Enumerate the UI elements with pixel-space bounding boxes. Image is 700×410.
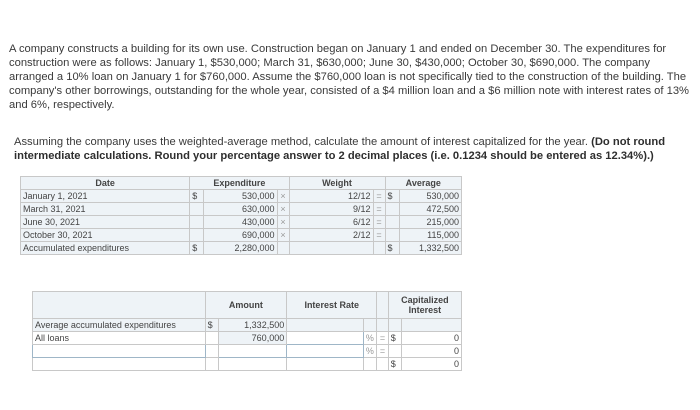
row-capitalized: 0 — [402, 345, 462, 358]
row-dollar: $ — [205, 319, 219, 332]
row-dollar — [205, 358, 219, 371]
total-row — [21, 242, 462, 255]
row-dollar — [205, 345, 219, 358]
row-weight: 12/12 — [289, 190, 373, 203]
row-dollar2 — [385, 216, 399, 229]
header-blank — [377, 292, 389, 319]
row-dollar2 — [385, 203, 399, 216]
row-expenditure: 530,000 — [204, 190, 277, 203]
table-row — [21, 229, 462, 242]
total-label: Accumulated expenditures — [21, 242, 190, 255]
problem-statement — [9, 42, 693, 112]
row-pct — [363, 358, 377, 371]
row-dollar — [190, 203, 204, 216]
row-average: 530,000 — [399, 190, 461, 203]
row-average: 115,000 — [399, 229, 461, 242]
row-capitalized: 0 — [402, 358, 462, 371]
row-equals — [377, 358, 389, 371]
row-rate — [287, 319, 363, 332]
table-row — [33, 345, 462, 358]
row-equals — [377, 319, 389, 332]
total-row — [33, 358, 462, 371]
label-input[interactable] — [33, 345, 206, 358]
header-date: Date — [21, 177, 190, 190]
row-pct: % — [363, 332, 377, 345]
row-pct — [363, 319, 377, 332]
header-interest-rate: Interest Rate — [287, 292, 377, 319]
row-weight: 6/12 — [289, 216, 373, 229]
row-dollar — [205, 332, 219, 345]
row-capitalized — [402, 319, 462, 332]
row-weight: 2/12 — [289, 229, 373, 242]
row-average: 472,500 — [399, 203, 461, 216]
row-label — [33, 358, 206, 371]
capitalized-table-header — [33, 292, 462, 319]
row-equals: = — [373, 216, 385, 229]
interest-rate-input[interactable] — [287, 332, 363, 345]
instructions-text: Assuming the company uses the weighted-average method, calculate the amount of interest capitalized for the year. — [14, 136, 588, 148]
row-amount: 1,332,500 — [219, 319, 287, 332]
row-dollar2 — [388, 345, 402, 358]
total-dollar2: $ — [385, 242, 399, 255]
header-blank — [33, 292, 206, 319]
row-date: October 30, 2021 — [21, 229, 190, 242]
row-dollar2: $ — [388, 358, 402, 371]
row-amount: 760,000 — [219, 332, 287, 345]
row-dollar: $ — [190, 190, 204, 203]
total-expenditure: 2,280,000 — [204, 242, 277, 255]
row-weight: 9/12 — [289, 203, 373, 216]
row-dollar — [190, 216, 204, 229]
row-dollar2 — [385, 229, 399, 242]
row-expenditure: 690,000 — [204, 229, 277, 242]
expenditure-table — [20, 176, 462, 255]
row-dollar2: $ — [388, 332, 402, 345]
capitalized-interest-table — [32, 291, 462, 371]
instructions — [14, 135, 690, 163]
blank-cell — [373, 242, 385, 255]
header-capitalized: Capitalized Interest — [388, 292, 461, 319]
blank-cell — [277, 242, 289, 255]
table-row — [33, 319, 462, 332]
total-dollar: $ — [190, 242, 204, 255]
row-date: June 30, 2021 — [21, 216, 190, 229]
row-dollar2: $ — [385, 190, 399, 203]
row-date: March 31, 2021 — [21, 203, 190, 216]
row-equals: = — [377, 345, 389, 358]
row-equals: = — [373, 203, 385, 216]
row-multiply: × — [277, 203, 289, 216]
table-row — [21, 203, 462, 216]
instructions-bold: (Do not round intermediate calculations. Round your percentage answer to 2 decimal places (i.e. 0.1234 should be entered as 12.34%).) — [14, 136, 666, 162]
row-label: All loans — [33, 332, 206, 345]
expenditure-table-header — [21, 177, 462, 190]
row-expenditure: 630,000 — [204, 203, 277, 216]
row-label: Average accumulated expenditures — [33, 319, 206, 332]
row-equals: = — [373, 190, 385, 203]
amount-input[interactable] — [219, 345, 287, 358]
row-multiply: × — [277, 216, 289, 229]
row-equals: = — [377, 332, 389, 345]
row-expenditure: 430,000 — [204, 216, 277, 229]
row-equals: = — [373, 229, 385, 242]
row-average: 215,000 — [399, 216, 461, 229]
row-date: January 1, 2021 — [21, 190, 190, 203]
problem-text: A company constructs a building for its own use. Construction began on January 1 and ended on December 30. The expenditures for construction were as follows: January 1, $530,000; March 31, $630,000; June 30, $430,000; October 30, $690,000. The company arranged a 10% loan on January 1 for $760,000. Assume the $760,000 loan is not specifically tied to the construction of the building. The company's other borrowings, outstanding for the whole year, consisted of a $4 million loan and a $6 million note with interest rates of 13% and 6%, respectively. — [9, 43, 689, 111]
table-row — [33, 332, 462, 345]
total-average: 1,332,500 — [399, 242, 461, 255]
row-rate — [287, 358, 363, 371]
table-row — [21, 216, 462, 229]
row-dollar2 — [388, 319, 402, 332]
row-multiply: × — [277, 229, 289, 242]
row-amount — [219, 358, 287, 371]
table-row — [21, 190, 462, 203]
header-amount: Amount — [205, 292, 287, 319]
row-pct: % — [363, 345, 377, 358]
row-dollar — [190, 229, 204, 242]
row-capitalized: 0 — [402, 332, 462, 345]
blank-cell — [289, 242, 373, 255]
interest-rate-input[interactable] — [287, 345, 363, 358]
row-multiply: × — [277, 190, 289, 203]
header-average: Average — [385, 177, 461, 190]
header-expenditure: Expenditure — [190, 177, 289, 190]
header-weight: Weight — [289, 177, 385, 190]
